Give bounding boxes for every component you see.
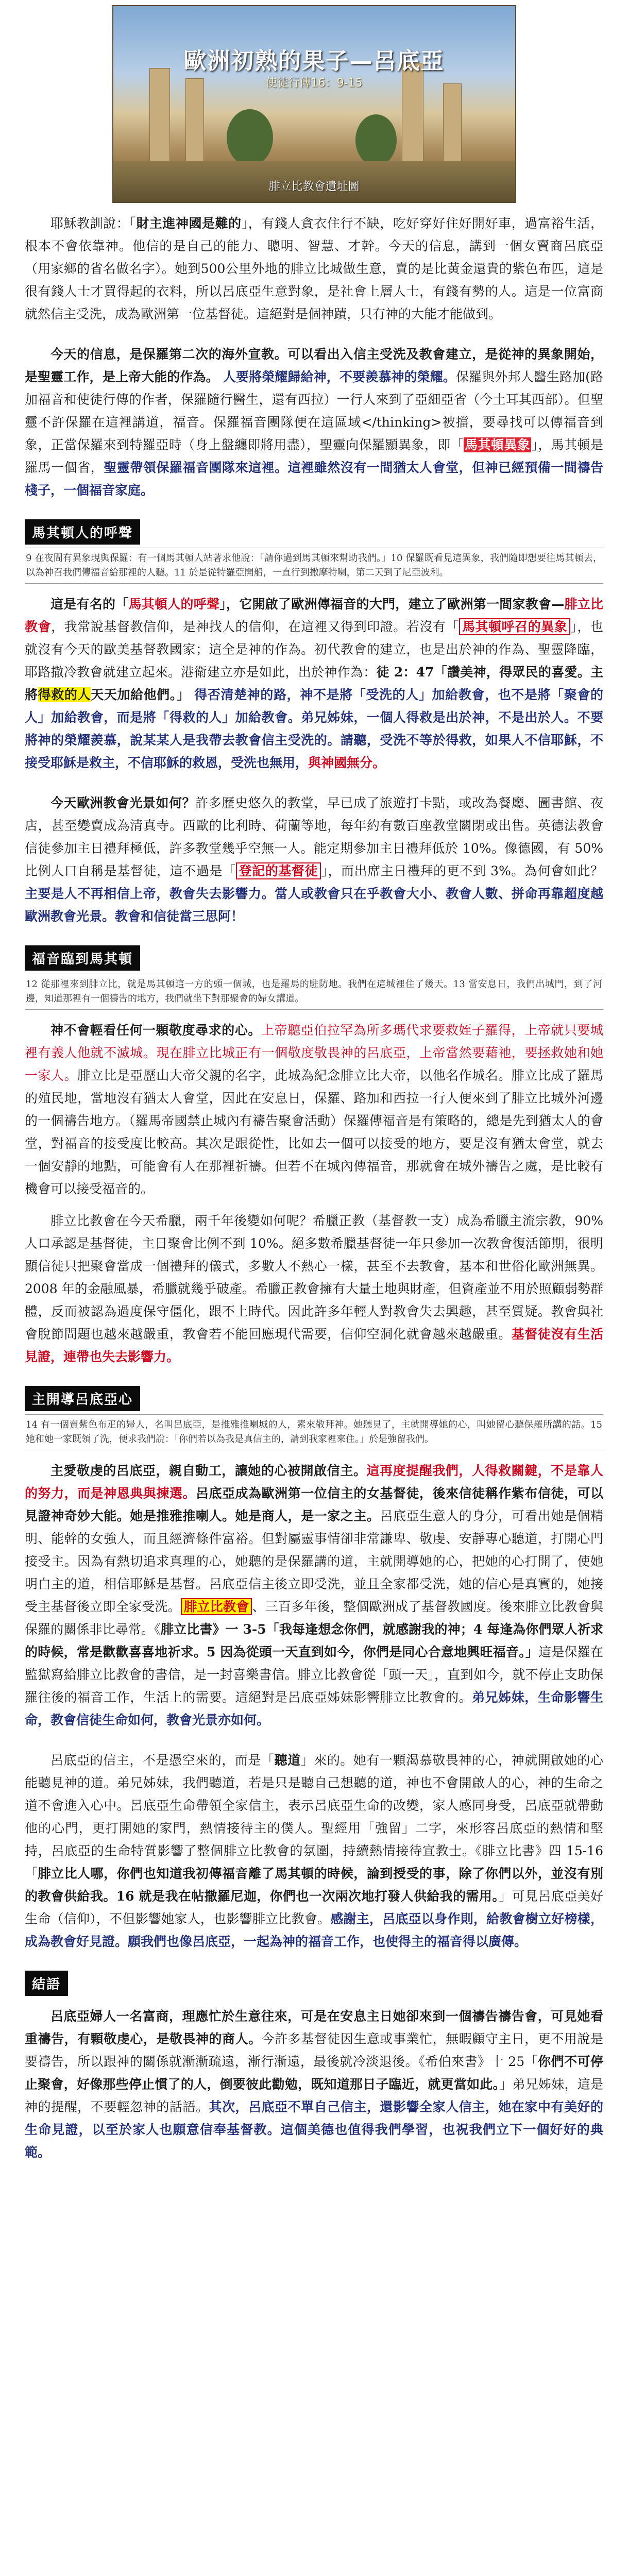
- call-bold-2: 」，它開啟了歐洲傳福音的大門，建立了歐洲第一間家教會—: [219, 597, 565, 612]
- philippians-book: 腓立比書》: [160, 1622, 226, 1637]
- call-highlight: 馬其頓人的呼聲: [128, 597, 220, 612]
- intro-lead: 耶穌教訓說：「: [50, 216, 137, 231]
- paragraph-macedonian-call: [25, 593, 603, 774]
- section-heading-lydia-heart: 主開導呂底亞心: [25, 1386, 140, 1411]
- hearing-text-2: 」來的。她有一顆渴慕敬畏神的心，神就開啟她的心能聽見神的道。弟兄姊妹，我們聽道，若是只是聽自己想聽的道，神也不會開啟人的心，神的生命之道不會進入心中。呂底亞生命帶領全家信主，表示呂底亞生命的改變，家人感同身受，呂底亞就帶動他的心門，更打開她的家門，熱情接待主的僕人。聖經用「強留」二字，來形容呂底亞的熱情和堅持，呂底亞的生命特質影響了整個腓立比教會的氛圍，持續熱情接待宣教士。《腓立比書》四 15-16「: [25, 1753, 603, 1881]
- paragraph-lydia-heart: [25, 1460, 603, 1732]
- tree: [355, 114, 397, 166]
- greece-red-text: 基督徒沒有生活見證，連帶也失去影響力。: [25, 1327, 603, 1364]
- conclusion-text-1: 今許多基督徒因生意或事業忙，無暇顧守主日，更不用說是要禱告，所以跟神的關係就漸漸疏遠，漸行漸遠，最後就冷淡退後。《希伯來書》十 25「: [25, 2031, 603, 2069]
- intro-paragraph: [25, 212, 603, 326]
- ruin-column: [443, 83, 462, 167]
- article: [25, 0, 603, 2164]
- vision-lead: 今天的信息，是保羅第二次的海外宣教。可以看出入信主受洗及教會建立，是從神的異象開始，是聖靈工作，是上帝大能的作為。: [25, 347, 603, 384]
- gospel-red-text: 上帝聽亞伯拉罕為所多瑪代求要救姪子羅得，上帝就只要城裡有義人他就不滅城。現在腓立比城正有一個敬度敬畏神的呂底亞，上帝當然要藉祂，要拯救她和她一家人。: [25, 1023, 603, 1083]
- vision-red-close: 聖靈帶領保羅福音團隊來這裡。這裡雖然沒有一間猶太人會堂，但神已經預備一間禱告棧子，一個福音家庭。: [25, 460, 603, 498]
- call-text-1: ，我常說基督教信仰，是神找人的信仰，在這裡又得到印證。若沒有「: [51, 619, 459, 634]
- call-red-text: 得否清楚神的路，神不是將「受洗的人」加給教會，也不是將「聚會的人」加給教會，而是將「得救的人」加給教會。弟兄姊妹，一個人得救是出於神，不是出於人。不要將神的榮耀羨慕，說某某人是我帶去教會信主受洗的。請聽，受洗不等於得救，如果人不信耶穌，不接受耶穌是救主，不信耶穌的救恩，受洗也無用，: [25, 687, 603, 770]
- paragraph-europe-church: [25, 792, 603, 928]
- philippi-church-highlight: 腓立比教會: [181, 1598, 252, 1615]
- lydia-lead: 主愛敬虔的呂底亞，親自動工，讓她的心被開啟信主。: [50, 1463, 367, 1478]
- lydia-red-1: 這再度提醒我們，人得救關鍵，不是靠人的努力，而是神恩典與揀選。: [25, 1463, 603, 1501]
- paragraph-greece-today: [25, 1210, 603, 1368]
- greece-text: 腓立比教會在今天希臘，兩千年後變如何呢？希臘正教（基督教一支）成為希臘主流宗教，90%人口承認是基督徒，主日聚會比例不到 10%。絕多數希臘基督徒一年只參加一次教會復活節期，很明顯信徒只把聚會當成一個禮拜的儀式，多數人不熱心一樣，甚至不去教會，基本和世俗化歐洲無異。2008 年的金融風暴，希臘就幾乎破產。希臘正教會擁有大量土地與財產，但資產並不用於照顧弱勢群體，反而被認為過度保守僵化，跟不上時代。因此許多年輕人對教會失去興趣，甚至質疑。教會與社會脫節問題也越來越嚴重，教會若不能回應現代需要，信仰空洞化就會越來越嚴重。: [25, 1213, 603, 1342]
- banner-caption: 腓立比教會遺址圖: [268, 180, 360, 193]
- banner-title: 歐洲初熟的果子—呂底亞: [183, 48, 445, 74]
- lydia-text-1: 呂底亞生意人的身分，可看出她是個精明、能幹的女強人，而且經濟條件富裕。但對屬靈事情卻非常謙卑、敬虔、安靜專心聽道，打開心門接受主。因為有熱切追求真理的心，她聽的是保羅講的道，主就開導她的心，把她的心打開了，使她明白主的道，相信耶穌是基督。呂底亞信主後立即受洗，並且全家都受洗，她的信心是真實的，她接受主基督後立即全家受洗。: [25, 1509, 603, 1614]
- hearing-text-3: 」可見呂底亞美好生命（信仰），不但影響她家人，也影響腓立比教會。: [25, 1889, 603, 1926]
- hearing-text-1: 呂底亞的信主，不是憑空來的，而是「: [50, 1753, 275, 1768]
- philippians-verse: 一 3-5「我每逢想念你們，就感謝我的神；4 每逢為你們眾人祈求的時候，常是歡歡喜喜地祈求。5 因為從頭一天直到如今，你們是同心合意地興旺福音。」: [25, 1622, 603, 1659]
- banner-subtitle: 使徒行傳16：9-15: [265, 77, 363, 90]
- ruin-column: [185, 78, 204, 167]
- scripture-note: 9 在夜間有異象現與保羅：有一個馬其頓人站著求他說：「請你過到馬其頓來幫助我們。」10 保羅既看見這異象，我們隨即想要往馬其頓去，以為神召我們傳福音給那裡的人聽。11 於是從特羅亞開船，一直行到撒摩特喇，第二天到了尼亞波利。: [25, 548, 603, 584]
- call-bold-1: 這是有名的「: [50, 597, 129, 612]
- gospel-text-1: 腓立比是亞歷山大帝父親的名字，此城為紀念腓立比大帝，以他名作城名。腓立比成了羅馬的殖民地，當地沒有猶太人會堂，因此在安息日，保羅、路加和西拉一行人便來到了腓立比城外河邊的一個禱告地方。（羅馬帝國禁止城內有禱告聚會活動）保羅傳福音是有策略的，總是先到猶太人的會堂，對福音的接受度比較高。其次是跟從性，比如去一個可以接受的地方，要是沒有猶太會堂，就去一個安靜的地點，可能會有人在那裡祈禱。但若不在城內傳福音，那就會在城外禱告之處，是比較有機會可以接受福音的。: [25, 1068, 603, 1196]
- lydia-red-close: 弟兄姊妹，生命影響生命，教會信徒生命如何，教會光景亦如何。: [25, 1690, 603, 1727]
- section-heading-conclusion: 結語: [25, 1971, 68, 1996]
- call-boxed-phrase: 馬其頓呼召的異象: [459, 618, 570, 635]
- hebrews-verse: 你們不可停止聚會，好像那些停止慣了的人，倒要彼此勸勉，既知道那日子臨近，就更當如此。: [25, 2054, 603, 2092]
- saved-people-highlight: 得救的人: [38, 687, 91, 702]
- intro-text: 」，有錢人貪衣住行不缺，吃好穿好住好開好車，過富裕生活，根本不會依靠神。他信的是自己的能力、聰明、智慧、才幹。今天的信息，講到一個女賣商呂底亞（用家鄉的省名做名字）。她到500公里外地的腓立比城做生意，賣的是比黃金還貴的紫色布匹，這是很有錢人士才買得起的衣料，所以呂底亞生意對象，是社會上層人士，有錢有勢的人。這是一位富商就然信主受洗，成為歐洲第一位基督徒。這絕對是個神蹟，只有神的大能才能做到。: [25, 216, 603, 321]
- paragraph-vision: [25, 343, 603, 502]
- section-heading-gospel-macedonia: 福音臨到馬其頓: [25, 945, 140, 971]
- paragraph-conclusion: [25, 2005, 603, 2164]
- conclusion-red-close: 其次，呂底亞不單自己信主，還影響全家人信主，她在家中有美好的生命見證，以至於家人也願意信奉基督教。這個美德也值得我們學習，也祝我們立下一個好好的典範。: [25, 2099, 603, 2160]
- intro-quote: 財主進神國是難的: [136, 216, 242, 231]
- lydia-bold-2: 呂底亞成為歐洲第一位信主的女基督徒，後來信徒稱作紫布信徒，可以見證神奇妙大能。她是推雅推喇人。她是商人，是一家之主。: [25, 1486, 603, 1523]
- hearing-red-close: 感謝主，呂底亞以身作則，給教會樹立好榜樣，成為教會好見證。願我們也像呂底亞，一起為神的福音工作，也使得主的福音得以廣傳。: [25, 1911, 603, 1949]
- call-red-end: 與神國無分。: [308, 755, 386, 770]
- call-text-2: 」，也就沒有今天的歐美基督教國家；這全是神的作為。初代教會的建立，也是出於神的作為、聖靈降臨，耶路撒冷教會就建立起來。港衛建立亦是如此，出於神作為：: [25, 619, 603, 680]
- europe-text-2: 」，而出席主日禮拜的更不到 3%。為何會如此？: [321, 863, 603, 878]
- vision-red-line: 人要將榮耀歸給神，不要羨慕神的榮耀。: [223, 369, 456, 384]
- conclusion-lead: 呂底亞婦人一名富商，理應忙於生意往來，可是在安息主日她卻來到一個禱告禱告會，可見她看重禱告，有顆敬虔心，是敬畏神的商人。: [25, 2009, 603, 2046]
- header-banner-image: [112, 5, 516, 203]
- section-heading-macedonian-call: 馬其頓人的呼聲: [25, 519, 140, 545]
- vision-text-2: 」，馬其頓是羅馬一個省，: [25, 437, 603, 475]
- paragraph-gospel-arrives: [25, 1019, 603, 1200]
- lydia-text-2: 、三百多年後，整個歐洲成了基督教國度。後來腓立比教會與保羅的關係非比尋常。《: [25, 1599, 603, 1637]
- europe-text-1: 許多歷史悠久的教堂，早已成了旅遊打卡點，或改為餐廳、圖書館、夜店，甚至變賣成為清真寺。西歐的比利時、荷蘭等地，每年約有數百座教堂關閉或出售。英德法教會信徒參加主日禮拜極低，許多教堂幾乎空無一人。能定期參加主日禮拜低於 10%。像德國，有 50%比例人口自稱是基督徒，這不過是「: [25, 795, 603, 878]
- acts-verse-end: 天天加給他們。」: [91, 687, 190, 702]
- paragraph-hearing-word: [25, 1749, 603, 1953]
- vision-text-1: 保羅與外邦人醫生路加(路加福音和使徒行傳的作者，保羅隨行醫生，還有西拉）一行人來到了亞細亞省（今土耳其西部）。但聖靈不許保羅在這裡講道，福音。保羅福音團隊便在這區域</thinking>被擋，要尋找可以傳福音到象，正當保羅來到特羅亞時（身上盤纏即將用盡），聖靈向保羅顯異象，即「: [25, 369, 603, 452]
- philippi-church-label: 腓立比教會: [25, 597, 603, 634]
- tree: [227, 109, 273, 166]
- hearing-bold-word: 聽道: [274, 1753, 301, 1768]
- lydia-text-4: 這是保羅在監獄寫給腓立比教會的書信，是一封喜樂書信。腓立比教會從「頭一天」，直到如今，就不停止支助保羅往後的福音工作，生活上的需要。這絕對是呂底亞姊妹影響腓立比教會的。: [25, 1645, 603, 1705]
- europe-lead: 今天歐洲教會光景如何？: [50, 795, 196, 810]
- registered-christian-phrase: 登記的基督徒: [236, 862, 321, 879]
- scripture-note: 14 有一個賣紫色布疋的婦人，名叫呂底亞，是推雅推喇城的人，素來敬拜神。她聽見了，主就開導她的心，叫她留心聽保羅所講的話。15 她和她一家既領了洗，便求我們說：「你們若以為我是真信主的，請到我家裡來住。」於是強留我們。: [25, 1414, 603, 1450]
- macedonia-vision-highlight: 馬其頓異象: [465, 437, 531, 452]
- scripture-note: 12 從那裡來到腓立比，就是馬其頓這一方的頭一個城，也是羅馬的駐防地。我們在這城裡住了幾天。13 當安息日，我們出城門，到了河邊，知道那裡有一個禱告的地方，我們就坐下對那聚會的婦女講道。: [25, 974, 603, 1010]
- gospel-lead: 神不會輕看任何一顆敬度尋求的心。: [50, 1023, 261, 1038]
- hearing-verse: 腓立比人哪，你們也知道我初傳福音離了馬其頓的時候，論到授受的事，除了你們以外，並沒有別的教會供給我。16 就是我在帖撒羅尼迦，你們也一次兩次地打發人供給我的需用。: [25, 1866, 603, 1904]
- europe-red-text: 主要是人不再相信上帝，教會失去影響力。當人或教會只在乎教會大小、教會人數、拼命再靠超度越歐洲教會光景。教會和信徒當三思阿！: [25, 886, 603, 924]
- conclusion-text-2: 」弟兄姊妹，這是神的提醒，不要輕忽神的話語。: [25, 2077, 603, 2114]
- acts-verse: 徒 2：47「讚美神，得眾民的喜愛。主將: [25, 665, 604, 702]
